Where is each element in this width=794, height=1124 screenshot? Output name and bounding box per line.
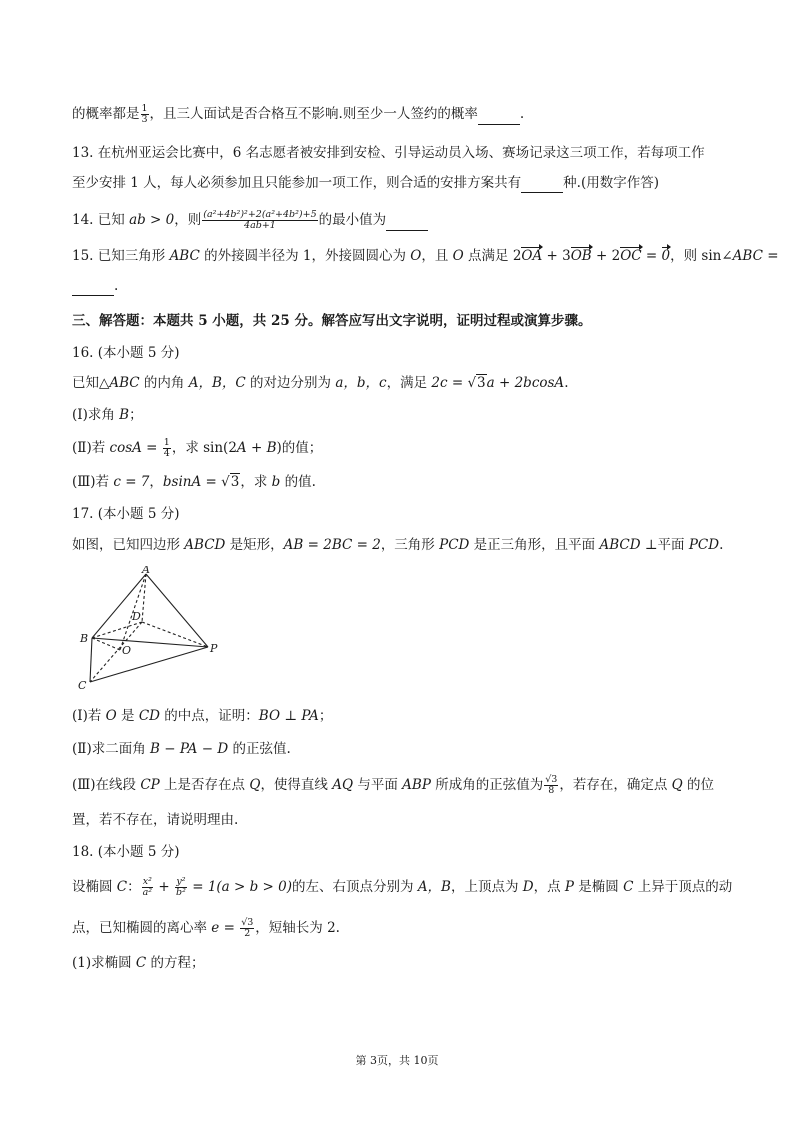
fraction: $\frac{√3}{8}$ (545, 774, 558, 796)
fraction: $\frac{\text{(a²+4b²)²+2(a²+4b²)+5}}{4ab+1}$ (203, 209, 317, 231)
answer-blank (521, 178, 563, 193)
answer-blank (386, 216, 428, 231)
fraction: $\frac{1}{4}$ (163, 437, 170, 459)
q16-heading: 16. (本小题 5 分) (72, 345, 180, 361)
q15-line2: . (72, 276, 722, 296)
page-footer: 第 3页，共 10页 (355, 1054, 439, 1067)
fraction: $\frac{1}{3}$ (141, 103, 148, 125)
q16-part1: (Ⅰ)求角 B； (72, 407, 143, 423)
q13-line2: 至少安排 1 人，每人必须参加且只能参加一项工作，则合适的安排方案共有 种.(用数字作答) (72, 175, 659, 191)
q17-stem: 如图，已知四边形 ABCD 是矩形，AB = 2BC = 2，三角形 PCD 是正三角形，且平面 ABCD ⊥平面 PCD. (72, 537, 724, 553)
label-O: O (122, 644, 132, 657)
q18-stem-line1: 设椭圆 C： $\frac{\text{x²}}{\text{a²}}$ + $\frac{\text{y²}}{\text{b²}}$ = 1(a > b > 0)的左、右顶点分别为 A，B，上顶点为 D，点 P 是椭圆 C 上异于顶点的动 (72, 876, 733, 898)
q18-stem-line2: 点，已知椭圆的离心率 e = $\frac{√3}{2}$ ，短轴长为 2. (72, 917, 340, 939)
q16-part3: (Ⅲ)若 c = 7，bsinA = √3，求 b 的值. (72, 474, 316, 490)
q16-part2: (Ⅱ)若 cosA = $\frac{1}{4}$ ，求 sin(2A + B)的值； (72, 437, 323, 459)
q15-line1: 15. 已知三角形 ABC 的外接圆半径为 1，外接圆圆心为 O，且 O 点满足 2OA + 3OB + 2OC = 0，则 sin∠ABC = (72, 248, 779, 264)
answer-blank (72, 281, 114, 296)
section-3-heading: 三、解答题：本题共 5 小题，共 25 分。解答应写出文字说明，证明过程或演算步骤。 (72, 313, 592, 329)
q14: 14. 已知 ab > 0，则 $\frac{\text{(a²+4b²)²+2(a²+4b²)+5}}{4ab+1}$ 的最小值为 (72, 210, 722, 231)
q17-part3-line2: 置，若不存在，请说明理由. (72, 812, 239, 828)
fraction: $\frac{\text{x²}}{\text{a²}}$ (142, 876, 153, 898)
pyramid-figure (78, 566, 228, 690)
label-D: D (132, 610, 141, 623)
answer-blank (478, 110, 520, 125)
q12-continuation: 的概率都是 $\frac{1}{3}$ ，且三人面试是否合格互不影响.则至少一人签约的概率 . (72, 103, 525, 125)
q17-heading: 17. (本小题 5 分) (72, 506, 180, 522)
q17-part1: (Ⅰ)若 O 是 CD 的中点，证明：BO ⊥ PA； (72, 708, 333, 724)
q17-part3-line1: (Ⅲ)在线段 CP 上是否存在点 Q，使得直线 AQ 与平面 ABP 所成角的正弦值为 $\frac{√3}{8}$ ，若存在，确定点 Q 的位 (72, 774, 714, 796)
label-B: B (80, 632, 89, 645)
label-P: P (210, 642, 218, 655)
fraction: $\frac{\text{y²}}{\text{b²}}$ (176, 876, 186, 898)
label-C: C (78, 679, 87, 690)
q13-line1: 13. 在杭州亚运会比赛中，6 名志愿者被安排到安检、引导运动员入场、赛场记录这三项工作，若每项工作 (72, 145, 705, 161)
fraction: $\frac{√3}{2}$ (241, 917, 254, 939)
q16-stem: 已知△ABC 的内角 A，B，C 的对边分别为 a，b，c，满足 2c = √3a + 2bcosA. (72, 375, 569, 391)
q18-heading: 18. (本小题 5 分) (72, 844, 180, 860)
q18-part1: (1)求椭圆 C 的方程； (72, 955, 205, 971)
q17-part2: (Ⅱ)求二面角 B − PA − D 的正弦值. (72, 741, 291, 757)
label-A: A (142, 566, 150, 576)
